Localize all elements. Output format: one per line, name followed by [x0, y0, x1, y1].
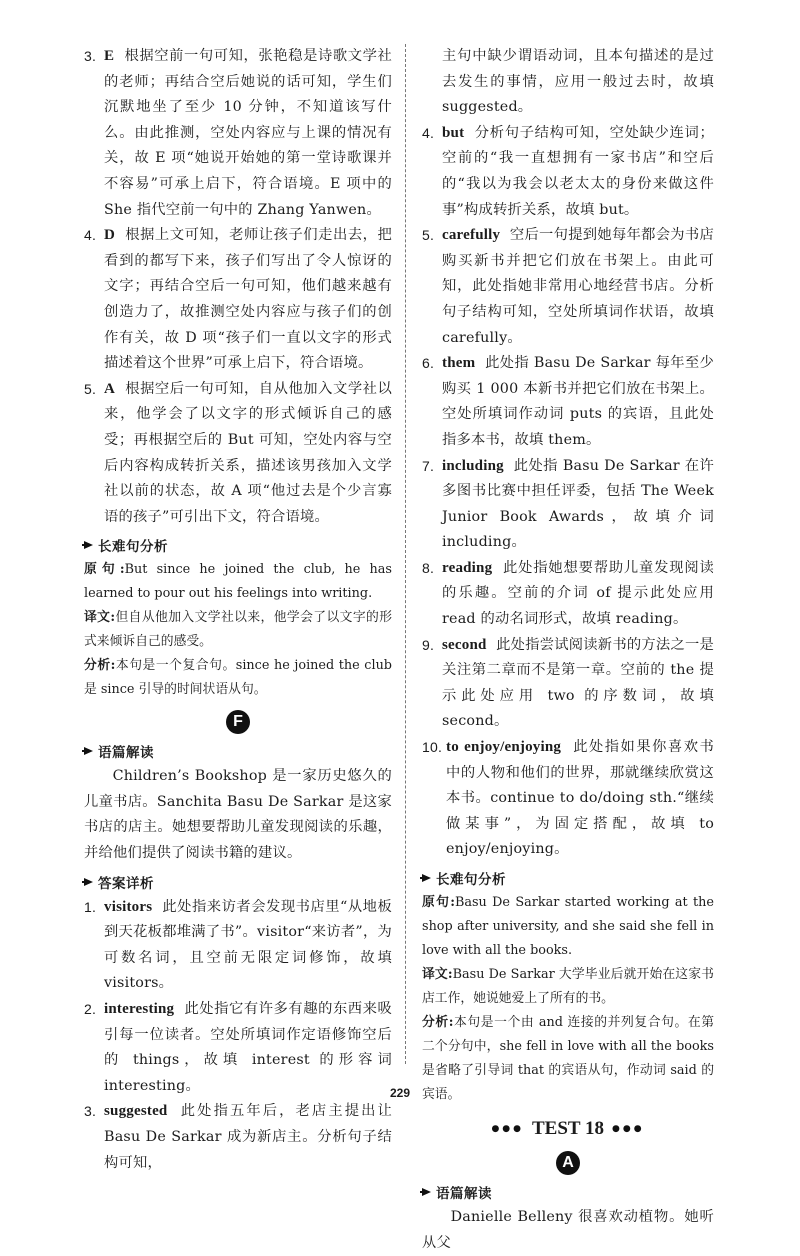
translation: [422, 963, 714, 1011]
item-number: 7.: [422, 457, 435, 474]
section-heading: [422, 867, 714, 889]
item-explanation: 根据上文可知，老师让孩子们走出去，把看到的都写下来，孩子们写出了令人惊讶的文字；再结合空后一句可知，他们越来越有创造力了，故推测空处内容应与孩子们的创作有关，故 D 项“孩子们一直以文字的形式描述着这个世界”可承上启下，符合语境。: [104, 227, 392, 372]
list-item: [84, 377, 392, 531]
list-item: [422, 121, 714, 223]
translation-label: 译文:: [84, 610, 116, 626]
item-content: [442, 121, 714, 223]
item-explanation: 此处指如果你喜欢书中的人物和他们的世界，那就继续欣赏这本书。continue to do/doing sth.“继续做某事”，为固定搭配，故填 to enjoy/enjoying。: [446, 739, 714, 858]
item-explanation: 此处指来访者会发现书店里“从地板到天花板都堆满了书”。visitor“来访者”，为可数名词，且空前无限定词修饰，故填 visitors。: [104, 898, 392, 992]
item-content: [104, 1099, 392, 1176]
section-heading-label: 语篇解读: [98, 745, 154, 762]
pen-marker-icon: [422, 873, 432, 883]
item-content: [104, 44, 392, 223]
answer-key: including: [442, 457, 504, 474]
item-number: 4.: [422, 124, 435, 141]
item-explanation: 此处指 Basu De Sarkar 在许多图书比赛中担任评委，包括 The Week Junior Book Awards，故填介词 including。: [442, 457, 714, 551]
item-explanation: 空后一句提到她每年都会为书店购买新书并把它们放在书架上。由此可知，此处指她非常用心地经营书店。分析句子结构可知，空处所填词作状语，故填 carefully。: [442, 227, 714, 346]
list-item: [84, 1099, 392, 1176]
answer-key: E: [104, 48, 115, 64]
item-content: [442, 351, 714, 453]
section-heading-label: 长难句分析: [98, 539, 168, 556]
section-heading-label: 语篇解读: [436, 1186, 492, 1202]
right-column: [422, 44, 714, 1256]
answer-key: interesting: [104, 1001, 175, 1018]
passage-summary: Danielle Belleny 很喜欢动植物。她听从父: [422, 1209, 714, 1251]
item-content: [104, 377, 392, 531]
item-explanation: 此处指五年后，老店主提出让 Basu De Sarkar 成为新店主。分析句子结构可知，: [104, 1103, 392, 1171]
item-explanation: 分析句子结构可知，空处缺少连词；空前的“我一直想拥有一家书店”和空后的“我以为我会以老太太的身份来做这件事”构成转折关系，故填 but。: [442, 124, 714, 218]
original-text: But since he joined the club, he has learned to pour out his feelings into writing.: [84, 562, 392, 602]
list-item: [422, 223, 714, 351]
answer-key: but: [442, 124, 465, 141]
original-sentence: [84, 558, 392, 606]
original-label: 原句:: [422, 895, 455, 910]
left-column: [84, 44, 392, 1176]
continued-explanation: 主句中缺少谓语动词，且本句描述的是过去发生的事情，应用一般过去时，故填 suggested。: [442, 48, 714, 116]
section-badge: [422, 1151, 714, 1175]
translation-text: 但自从他加入文学社以来，他学会了以文字的形式来倾诉自己的感受。: [84, 610, 393, 650]
original-text: Basu De Sarkar started working at the shop after university, and she said she fell in love with all the books.: [422, 895, 714, 958]
section-badge-letter: F: [226, 710, 250, 734]
pen-marker-icon: [84, 746, 94, 756]
dots-ornament-icon: ●●●: [612, 1124, 645, 1134]
list-item: [84, 895, 392, 997]
analysis-label: 分析:: [84, 658, 116, 674]
item-number: 3.: [84, 1103, 97, 1120]
item-number: 8.: [422, 559, 435, 576]
page-number: 229: [389, 1086, 411, 1100]
item-number: 4.: [84, 227, 97, 244]
list-item: [84, 44, 392, 223]
item-content: [104, 997, 392, 1099]
analysis-text: 本句是一个由 and 连接的并列复合句。在第二个分句中，she fell in love with all the books 是省略了引导词 that 的宾语从句，作动词 said 的宾语。: [422, 1015, 714, 1102]
answer-key: A: [104, 380, 116, 397]
list-item: [422, 351, 714, 453]
answer-key: reading: [442, 559, 493, 576]
item-number: 6.: [422, 355, 435, 372]
item-content: [442, 556, 714, 633]
item-explanation: 此处指它有许多有趣的东西来吸引每一位读者。空处所填词作定语修饰空后的 things，故填 interest 的形容词 interesting。: [104, 1001, 392, 1094]
item-content: [442, 633, 714, 735]
item-number: 5.: [422, 227, 435, 244]
item-number: 9.: [422, 636, 435, 653]
item-number: 10.: [422, 739, 443, 756]
item-number: 1.: [84, 898, 97, 915]
item-explanation: 根据空后一句可知，自从他加入文学社以来，他学会了以文字的形式倾诉自己的感受；再根据空后的 But 可知，空处内容与空后内容构成转折关系，描述该男孩加入文学社以前的状态，故 A 项“他过去是个少言寡语的孩子”可引出下文，符合语境。: [104, 380, 392, 525]
passage-summary: Children’s Bookshop 是一家历史悠久的儿童书店。Sanchita Basu De Sarkar 是这家书店的店主。她想要帮助儿童发现阅读的乐趣，并给他们提供了阅读书籍的建议。: [84, 768, 392, 862]
item-explanation: 此处指 Basu De Sarkar 每年至少购买 1 000 本新书并把它们放在书架上。空处所填词作动词 puts 的宾语，且此处指多本书，故填 them。: [442, 355, 714, 448]
item-content: [442, 223, 714, 351]
test-title: [422, 1115, 714, 1143]
analysis: [84, 654, 392, 702]
answer-key: D: [104, 227, 116, 244]
item-number: 3.: [84, 48, 97, 64]
list-item: [422, 556, 714, 633]
list-item: [422, 735, 714, 863]
translation: [84, 606, 392, 654]
section-heading: [422, 1181, 714, 1203]
pen-marker-icon: [422, 1187, 432, 1197]
answer-key: visitors: [104, 898, 153, 915]
list-item: [422, 633, 714, 735]
answer-key: suggested: [104, 1103, 168, 1120]
item-content: [446, 735, 714, 863]
section-badge: [84, 710, 392, 734]
item-content: [442, 454, 714, 556]
item-number: 2.: [84, 1001, 97, 1018]
answer-key: them: [442, 355, 476, 372]
item-explanation: 此处指她想要帮助儿童发现阅读的乐趣。空前的介词 of 提示此处应用 read 的动名词形式，故填 reading。: [442, 559, 714, 628]
original-label: 原句:: [84, 562, 125, 578]
item-explanation: 此处指尝试阅读新书的方法之一是关注第二章而不是第一章。空前的 the 提示此处应用 two 的序数词，故填 second。: [442, 636, 714, 730]
section-badge-letter: A: [556, 1151, 580, 1175]
list-item: [84, 223, 392, 377]
item-explanation: 根据空前一句可知，张艳稳是诗歌文学社的老师；再结合空后她说的话可知，学生们沉默地坐了至少 10 分钟，不知道该写什么。由此推测，空处内容应与上课的情况有关，故 E 项“她说开始她的第一堂诗歌课并不容易”可承上启下，符合语境。E 项中的 She 指代空前一句中的 Zhang Yanwen。: [104, 48, 392, 218]
section-heading-label: 长难句分析: [436, 872, 506, 888]
list-item: [84, 997, 392, 1099]
list-item: [422, 454, 714, 556]
section-heading-label: 答案详析: [98, 875, 154, 892]
item-number: 5.: [84, 380, 97, 397]
original-sentence: [422, 891, 714, 963]
test-title-text: TEST 18: [532, 1118, 604, 1139]
dots-ornament-icon: ●●●: [491, 1124, 524, 1134]
section-heading: [84, 740, 392, 762]
translation-text: Basu De Sarkar 大学毕业后就开始在这家书店工作，她说她爱上了所有的书。: [422, 967, 714, 1006]
analysis-label: 分析:: [422, 1015, 454, 1030]
section-heading: [84, 871, 392, 893]
item-content: [104, 223, 392, 377]
answer-key: to enjoy/enjoying: [446, 739, 562, 756]
pen-marker-icon: [84, 877, 94, 887]
translation-label: 译文:: [422, 967, 453, 982]
pen-marker-icon: [84, 540, 94, 550]
answer-key: carefully: [442, 227, 501, 244]
column-divider: [405, 44, 406, 1064]
section-heading: [84, 534, 392, 556]
answer-key: second: [442, 636, 487, 653]
analysis-text: 本句是一个复合句。since he joined the club 是 since 引导的时间状语从句。: [84, 658, 392, 698]
item-content: [104, 895, 392, 997]
